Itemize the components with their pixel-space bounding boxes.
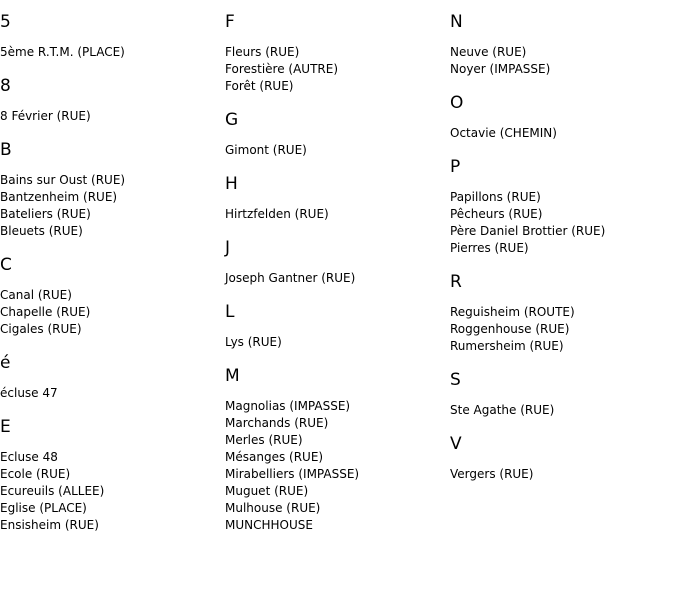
letter-group <box>0 138 225 240</box>
street-link[interactable]: Forestière (AUTRE) <box>225 62 339 76</box>
street-list <box>225 44 450 95</box>
street-link[interactable]: MUNCHHOUSE <box>225 518 313 532</box>
letter-group <box>450 155 675 257</box>
letter-group <box>0 253 225 338</box>
street-link[interactable]: Magnolias (IMPASSE) <box>225 399 351 413</box>
street-link[interactable]: Merles (RUE) <box>225 433 303 447</box>
street-link[interactable]: Père Daniel Brottier (RUE) <box>450 224 606 238</box>
street-list <box>0 287 225 338</box>
street-link[interactable]: Cigales (RUE) <box>0 322 82 336</box>
letter-group <box>450 368 675 419</box>
letter-heading: N <box>450 12 463 32</box>
street-list <box>0 108 225 125</box>
street-link[interactable]: Vergers (RUE) <box>450 467 534 481</box>
street-link[interactable]: Papillons (RUE) <box>450 190 541 204</box>
street-list <box>450 402 675 419</box>
street-link[interactable]: 8 Février (RUE) <box>0 109 91 123</box>
letter-heading: O <box>450 93 464 113</box>
street-list <box>0 385 225 402</box>
street-link[interactable]: Gimont (RUE) <box>225 143 307 157</box>
street-link[interactable]: Canal (RUE) <box>0 288 72 302</box>
street-link[interactable]: Ecluse 48 <box>0 450 58 464</box>
letter-heading: G <box>225 110 239 130</box>
street-link[interactable]: Eglise (PLACE) <box>0 501 87 515</box>
letter-group <box>225 10 450 95</box>
street-link[interactable]: Pêcheurs (RUE) <box>450 207 543 221</box>
letter-group <box>225 108 450 159</box>
street-link[interactable]: Octavie (CHEMIN) <box>450 126 557 140</box>
index-column <box>450 10 675 496</box>
letter-group <box>450 10 675 78</box>
letter-heading: H <box>225 174 238 194</box>
letter-group <box>450 270 675 355</box>
street-list <box>225 206 450 223</box>
street-link[interactable]: Lys (RUE) <box>225 335 282 349</box>
letter-heading: E <box>0 417 11 437</box>
letter-heading: J <box>225 238 231 258</box>
street-link[interactable]: Ecureuils (ALLEE) <box>0 484 105 498</box>
street-link[interactable]: Ecole (RUE) <box>0 467 71 481</box>
letter-group <box>225 300 450 351</box>
letter-heading: C <box>0 255 12 275</box>
street-link[interactable]: Forêt (RUE) <box>225 79 294 93</box>
street-list <box>0 44 225 61</box>
letter-group <box>0 74 225 125</box>
street-link[interactable]: Neuve (RUE) <box>450 45 527 59</box>
letter-heading: 8 <box>0 76 11 96</box>
street-link[interactable]: Rumersheim (RUE) <box>450 339 564 353</box>
street-link[interactable]: Bleuets (RUE) <box>0 224 83 238</box>
street-link[interactable]: Muguet (RUE) <box>225 484 309 498</box>
street-list <box>450 304 675 355</box>
street-link[interactable]: Ste Agathe (RUE) <box>450 403 555 417</box>
street-list <box>0 449 225 534</box>
street-list <box>450 466 675 483</box>
street-link[interactable]: Joseph Gantner (RUE) <box>225 271 356 285</box>
letter-heading: M <box>225 366 240 386</box>
street-list <box>0 172 225 240</box>
street-link[interactable]: Ensisheim (RUE) <box>0 518 99 532</box>
street-link[interactable]: Noyer (IMPASSE) <box>450 62 551 76</box>
letter-group <box>450 432 675 483</box>
street-link[interactable]: Chapelle (RUE) <box>0 305 91 319</box>
street-list <box>450 125 675 142</box>
street-link[interactable]: Roggenhouse (RUE) <box>450 322 570 336</box>
letter-heading: R <box>450 272 462 292</box>
street-link[interactable]: Reguisheim (ROUTE) <box>450 305 575 319</box>
street-link[interactable]: écluse 47 <box>0 386 58 400</box>
letter-group <box>225 172 450 223</box>
street-list <box>450 189 675 257</box>
street-link[interactable]: Fleurs (RUE) <box>225 45 300 59</box>
street-list <box>225 334 450 351</box>
letter-heading: 5 <box>0 12 11 32</box>
street-link[interactable]: Bateliers (RUE) <box>0 207 91 221</box>
street-link[interactable]: Pierres (RUE) <box>450 241 529 255</box>
letter-heading: L <box>225 302 235 322</box>
street-link[interactable]: Bains sur Oust (RUE) <box>0 173 126 187</box>
letter-group <box>450 91 675 142</box>
street-link[interactable]: Mulhouse (RUE) <box>225 501 321 515</box>
letter-group <box>0 415 225 534</box>
letter-group <box>0 10 225 61</box>
letter-group <box>225 236 450 287</box>
letter-group <box>0 351 225 402</box>
street-list <box>225 398 450 534</box>
letter-group <box>225 364 450 534</box>
letter-heading: V <box>450 434 462 454</box>
letter-heading: é <box>0 353 11 373</box>
street-link[interactable]: Bantzenheim (RUE) <box>0 190 118 204</box>
street-link[interactable]: Marchands (RUE) <box>225 416 329 430</box>
street-link[interactable]: Mésanges (RUE) <box>225 450 324 464</box>
street-link[interactable]: 5ème R.T.M. (PLACE) <box>0 45 125 59</box>
street-list <box>450 44 675 78</box>
index-column <box>225 10 450 547</box>
letter-heading: S <box>450 370 461 390</box>
street-link[interactable]: Mirabelliers (IMPASSE) <box>225 467 360 481</box>
letter-heading: F <box>225 12 235 32</box>
street-list <box>225 270 450 287</box>
letter-heading: B <box>0 140 12 160</box>
index-column <box>0 10 225 547</box>
street-list <box>225 142 450 159</box>
letter-heading: P <box>450 157 461 177</box>
street-link[interactable]: Hirtzfelden (RUE) <box>225 207 329 221</box>
